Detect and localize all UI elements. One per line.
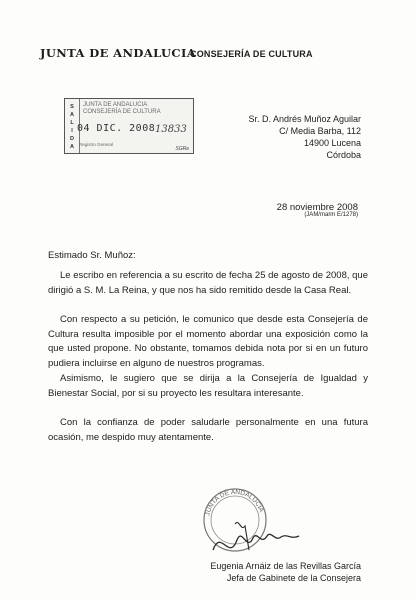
registry-stamp xyxy=(64,98,194,154)
letter-date: 28 noviembre 2008 xyxy=(276,202,358,213)
stamp-side-label xyxy=(67,103,77,151)
recipient-address xyxy=(248,113,361,161)
greeting: Estimado Sr. Muñoz: xyxy=(48,250,136,261)
paragraph-1: Le escribo en referencia a su escrito de fecha 25 de agosto de 2008, que dirigió a S. M. La Reina, y que nos ha sido remitido desde la Casa Real. xyxy=(48,270,368,296)
seal-text: JUNTA DE ANDALUCIA xyxy=(204,488,265,517)
stamp-date: 04 DIC. 2008 xyxy=(77,123,156,134)
letter-reference: (JAM/marm E/1278) xyxy=(304,212,358,218)
stamp-org-line1: JUNTA DE ANDALUCIA xyxy=(83,102,148,108)
paragraph-2: Con respecto a su petición, le comunico que desde esta Consejería de Cultura resulta imposible por el momento abordar una exposición como la que usted propone. No obstante, tomamos debida nota por si en un futuro pudiera incluirse en alguno de nuestros programas. xyxy=(48,314,368,369)
recipient-postal-city: 14900 Lucena xyxy=(303,138,361,148)
stamp-sub-label: Registro General xyxy=(79,142,114,147)
stamp-side-letter: S xyxy=(70,104,74,110)
stamp-org xyxy=(83,102,161,116)
recipient-province: Córdoba xyxy=(326,150,361,160)
recipient-street: C/ Media Barba, 112 xyxy=(279,126,361,136)
stamp-side-letter: L xyxy=(70,120,74,126)
stamp-side-letter: I xyxy=(71,128,73,134)
signature-block xyxy=(210,560,361,584)
stamp-side-letter: A xyxy=(70,144,74,150)
signer-name: Eugenia Arnáiz de las Revillas García xyxy=(210,561,361,571)
stamp-side-letter: D xyxy=(70,136,74,142)
stamp-corner-code: SGRe xyxy=(175,146,189,152)
signer-title: Jefa de Gabinete de la Consejera xyxy=(226,573,361,583)
paragraph-4: Con la confianza de poder saludarle personalmente en una futura ocasión, me despido muy atentamente. xyxy=(48,417,368,443)
stamp-registry-number: 13833 xyxy=(155,124,187,135)
org-logo-text: JUNTA DE ANDALUCIA xyxy=(40,46,197,60)
stamp-org-line2: CONSEJERÍA DE CULTURA xyxy=(83,109,161,115)
paragraph-3: Asimismo, le sugiero que se dirija a la Consejería de Igualdad y Bienestar Social, por si su proyecto les resultara interesante. xyxy=(48,373,368,399)
recipient-name: Sr. D. Andrés Muñoz Aguilar xyxy=(248,114,361,124)
stamp-side-letter: A xyxy=(70,112,74,118)
department-name: CONSEJERÍA DE CULTURA xyxy=(190,49,313,59)
